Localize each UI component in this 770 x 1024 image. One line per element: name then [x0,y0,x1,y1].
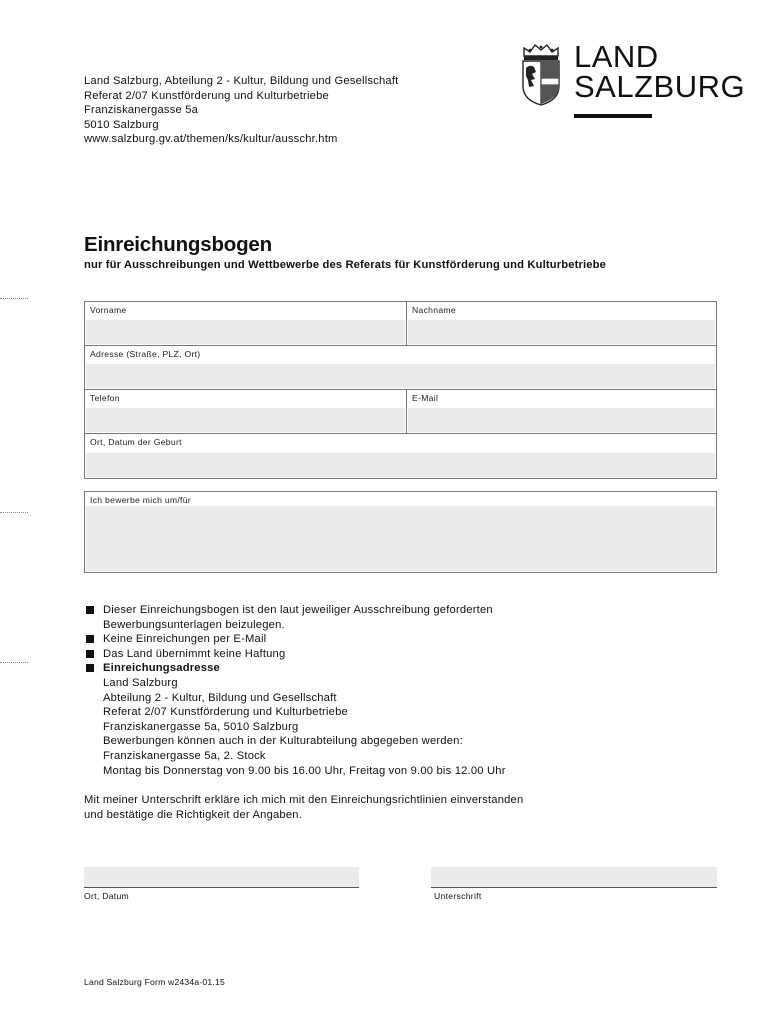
geburt-label: Ort, Datum der Geburt [90,437,182,447]
ort-datum-label: Ort, Datum [84,891,130,901]
margin-mark [0,662,28,663]
list-item [86,647,506,662]
note-heading: Einreichungsadresse [103,662,220,675]
email-label: E-Mail [412,393,439,403]
page-subtitle: nur für Ausschreibungen und Wettbewerbe des Referats für Kunstförderung und Kulturbetriebe [84,259,606,271]
logo-line-2: SALZBURG [574,69,746,104]
bewerbe-input[interactable] [86,506,715,571]
notes-list [86,603,506,778]
form-row-address [85,346,716,390]
unterschrift-label: Unterschrift [434,891,482,901]
bullet-icon [86,664,94,672]
form-row-name [85,302,716,346]
note-text: Das Land übernimmt keine Haftung [103,647,286,660]
coat-of-arms-icon [518,42,564,108]
vorname-input[interactable] [86,320,405,344]
page-title: Einreichungsbogen [84,233,272,256]
form-row-contact [85,390,716,434]
margin-mark [0,298,28,299]
note-text: Montag bis Donnerstag von 9.00 bis 16.00 Uhr, Freitag von 9.00 bis 12.00 Uhr [103,764,506,777]
list-item [86,603,506,632]
address-line: Franziskanergasse 5a [84,104,199,117]
bullet-icon [86,650,94,658]
address-line: Land Salzburg, Abteilung 2 - Kultur, Bildung und Gesellschaft [84,75,399,87]
email-field[interactable] [406,390,716,433]
note-text: Referat 2/07 Kunstförderung und Kulturbetriebe [103,706,348,719]
nachname-field[interactable] [406,302,716,345]
geburt-input[interactable] [86,453,715,477]
list-item [86,632,506,647]
note-text: Bewerbungen können auch in der Kulturabteilung abgegeben werden: [103,735,463,748]
header-address [84,74,398,147]
note-text: Bewerbungsunterlagen beizulegen. [103,618,285,631]
form-footer: Land Salzburg Form w2434a-01.15 [84,977,225,987]
vorname-label: Vorname [90,305,127,315]
declaration-line: und bestätige die Richtigkeit der Angaben. [84,808,303,821]
declaration [84,793,523,822]
website-link[interactable]: www.salzburg.gv.at/themen/ks/kultur/ausschr.htm [84,133,338,146]
note-text: Keine Einreichungen per E-Mail [103,633,267,646]
telefon-label: Telefon [90,393,120,403]
applicant-form [84,301,717,479]
nachname-label: Nachname [412,305,456,315]
telefon-input[interactable] [86,408,405,432]
note-text: Abteilung 2 - Kultur, Bildung und Gesellschaft [103,691,337,704]
email-input[interactable] [408,408,715,432]
logo-line-1: LAND [574,39,659,74]
vorname-field[interactable] [85,302,406,345]
form-row-birth [85,434,716,478]
note-text: Land Salzburg [103,676,178,689]
margin-mark [0,512,28,513]
ort-datum-signature-field[interactable] [84,867,359,901]
bewerbe-label: Ich bewerbe mich um/für [90,495,191,505]
adresse-input[interactable] [86,364,715,388]
nachname-input[interactable] [408,320,715,344]
geburt-field[interactable] [85,434,716,478]
note-text: Franziskanergasse 5a, 5010 Salzburg [103,720,299,733]
note-text: Dieser Einreichungsbogen ist den laut jeweiliger Ausschreibung geforderten [103,604,493,616]
logo-wordmark [574,39,746,104]
address-line: 5010 Salzburg [84,118,159,131]
ort-datum-input[interactable] [84,867,359,888]
note-text: Franziskanergasse 5a, 2. Stock [103,749,266,762]
adresse-field[interactable] [85,346,716,389]
address-line: Referat 2/07 Kunstförderung und Kulturbetriebe [84,89,329,102]
logo-bar [574,114,652,118]
bullet-icon [86,635,94,643]
list-item [86,661,506,778]
bewerbe-field[interactable] [84,491,717,573]
unterschrift-input[interactable] [431,867,717,888]
unterschrift-signature-field[interactable] [431,867,717,901]
declaration-line: Mit meiner Unterschrift erkläre ich mich mit den Einreichungsrichtlinien einverstanden [84,794,524,806]
bullet-icon [86,606,94,614]
telefon-field[interactable] [85,390,406,433]
adresse-label: Adresse (Straße, PLZ, Ort) [90,349,201,359]
